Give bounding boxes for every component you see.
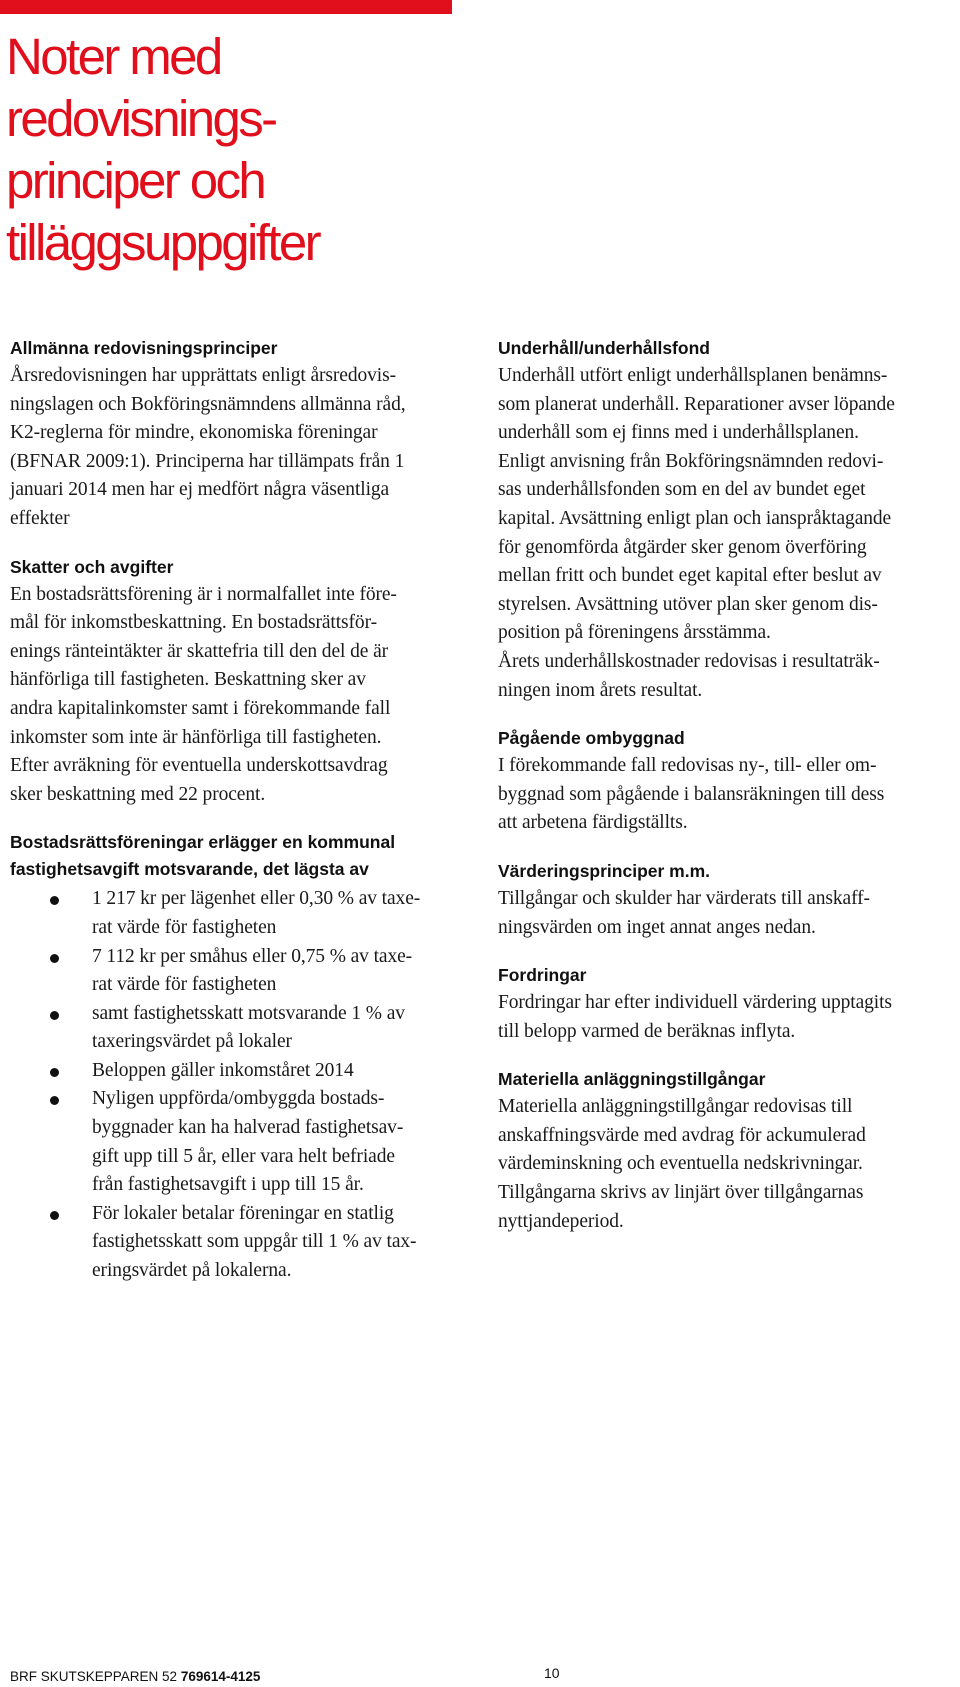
text-line: taxeringsvärdet på lokaler <box>92 1031 292 1053</box>
text-line: K2-reglerna för mindre, ekonomiska föreningar <box>10 422 378 444</box>
bullet-icon <box>50 1068 59 1077</box>
text-line: andra kapitalinkomster samt i förekommande fall <box>10 697 391 719</box>
section-ongoing-construction <box>498 725 958 838</box>
text-line: gift upp till 5 år, eller vara helt befriade <box>92 1145 395 1167</box>
text-line: Underhåll utfört enligt underhållsplanen benämns- <box>498 365 888 386</box>
bullet-icon <box>50 896 59 905</box>
top-accent-bar <box>0 0 452 14</box>
list-item <box>10 1200 478 1286</box>
text-line: Efter avräkning för eventuella underskottsavdrag <box>10 755 388 777</box>
text-line: som planerat underhåll. Reparationer avser löpande <box>498 393 895 415</box>
list-item <box>10 1057 478 1086</box>
text-line: 1 217 kr per lägenhet eller 0,30 % av taxe- <box>92 888 421 910</box>
text-line: att arbetena färdigställts. <box>498 812 688 834</box>
page-number: 10 <box>544 1665 560 1681</box>
bullet-icon <box>50 1096 59 1105</box>
text-line: Materiella anläggningstillgångar redovisas till <box>498 1096 853 1118</box>
text-line: januari 2014 men har ej medfört några väsentliga <box>10 479 390 501</box>
text-line: sas underhållsfonden som en del av bundet eget <box>498 479 866 501</box>
text-line: ningsvärden om inget annat anges nedan. <box>498 916 816 938</box>
text-line: eringsvärdet på lokalerna. <box>92 1260 292 1282</box>
section-property-fee <box>10 829 478 1285</box>
text-line: till belopp varmed de beräknas inflyta. <box>498 1020 796 1042</box>
section-taxes-fees <box>10 554 478 810</box>
right-column <box>498 335 958 1236</box>
footer-org-name: BRF SKUTSKEPPAREN 52 <box>10 1669 181 1684</box>
text-line: En bostadsrättsförening är i normalfallet inte före- <box>10 583 397 605</box>
section-heading: Värderingsprinciper m.m. <box>498 860 711 881</box>
text-line: sker beskattning med 22 procent. <box>10 783 266 805</box>
text-line: Tillgångarna skrivs av linjärt över tillgångarnas <box>498 1182 864 1204</box>
section-valuation <box>498 858 958 942</box>
text-line: Fordringar har efter individuell värdering upptagits <box>498 992 892 1014</box>
text-line: anskaffningsvärde med avdrag för ackumulerad <box>498 1124 866 1146</box>
section-receivables <box>498 962 958 1046</box>
section-heading: Fordringar <box>498 965 587 986</box>
text-line: mål för inkomstbeskattning. En bostadsrättsför- <box>10 612 377 634</box>
text-line: rat värde för fastigheten <box>92 916 277 938</box>
text-line: enings ränteintäkter är skattefria till den del de är <box>10 640 389 662</box>
text-line: Årets underhållskostnader redovisas i resultaträk- <box>498 650 880 672</box>
text-line: inkomster som inte är hänförliga till fastigheten. <box>10 726 382 748</box>
list-item <box>10 943 478 1000</box>
text-line: byggnad som pågående i balansräkningen till dess <box>498 783 885 805</box>
text-line: från fastighetsavgift i upp till 15 år. <box>92 1174 364 1196</box>
bullet-icon <box>50 1011 59 1020</box>
text-line: samt fastighetsskatt motsvarande 1 % av <box>92 1002 405 1024</box>
list-item <box>10 1000 478 1057</box>
fee-bullet-list <box>10 885 478 1285</box>
left-column <box>10 335 478 1286</box>
bullet-icon <box>50 954 59 963</box>
text-line: fastighetsskatt som uppgår till 1 % av tax- <box>92 1231 417 1253</box>
text-line: Enligt anvisning från Bokföringsnämnden redovi- <box>498 450 884 472</box>
text-line: rat värde för fastigheten <box>92 974 277 996</box>
text-line: mellan fritt och bundet eget kapital efter beslut av <box>498 565 882 587</box>
section-heading: Materiella anläggningstillgångar <box>498 1069 766 1090</box>
bullet-icon <box>50 1211 59 1220</box>
section-heading: Allmänna redovisningsprinciper <box>10 338 278 358</box>
page-title-line: tilläggsuppgifter <box>6 214 320 271</box>
text-line: Tillgångar och skulder har värderats till anskaff- <box>498 887 870 909</box>
text-line: För lokaler betalar föreningar en statlig <box>92 1202 394 1224</box>
text-line: byggnader kan ha halverad fastighetsav- <box>92 1117 404 1139</box>
footer-org-number: 769614-4125 <box>180 1669 261 1684</box>
text-line: hänförliga till fastigheten. Beskattning sker av <box>10 669 366 691</box>
page-title <box>6 26 436 274</box>
text-line: position på föreningens årsstämma. <box>498 622 771 644</box>
text-line: ningen inom årets resultat. <box>498 679 703 701</box>
text-line: Årsredovisningen har upprättats enligt årsredovis- <box>10 365 396 386</box>
footer-org-info <box>10 1669 260 1684</box>
text-line: styrelsen. Avsättning utöver plan sker genom dis- <box>498 593 878 615</box>
list-item <box>10 885 478 942</box>
text-line: underhåll som ej finns med i underhållsplanen. <box>498 422 859 444</box>
page-title-line: principer och <box>6 152 265 209</box>
section-heading: Underhåll/underhållsfond <box>498 338 710 358</box>
section-tangible-assets <box>498 1066 958 1236</box>
text-line: 7 112 kr per småhus eller 0,75 % av taxe- <box>92 945 413 967</box>
text-line: ningslagen och Bokföringsnämndens allmänna råd, <box>10 393 406 415</box>
section-heading: Pågående ombyggnad <box>498 728 685 749</box>
text-line: I förekommande fall redovisas ny-, till- eller om- <box>498 755 877 777</box>
text-line: (BFNAR 2009:1). Principerna har tillämpats från 1 <box>10 450 405 472</box>
page-title-line: redovisnings- <box>6 90 276 147</box>
page-title-line: Noter med <box>6 28 221 85</box>
text-line: Beloppen gäller inkomståret 2014 <box>92 1059 354 1081</box>
section-heading: Skatter och avgifter <box>10 556 174 577</box>
section-general-principles <box>10 335 478 534</box>
text-line: Nyligen uppförda/ombyggda bostads- <box>92 1088 385 1110</box>
text-line: värdeminskning och eventuella nedskrivningar. <box>498 1153 863 1175</box>
section-maintenance <box>498 335 958 705</box>
list-item <box>10 1085 478 1199</box>
text-line: effekter <box>10 507 70 529</box>
text-line: kapital. Avsättning enligt plan och ianspråktagande <box>498 507 892 529</box>
text-line: nyttjandeperiod. <box>498 1210 624 1232</box>
section-heading: fastighetsavgift motsvarande, det lägsta av <box>10 859 369 880</box>
text-line: för genomförda åtgärder sker genom överföring <box>498 536 867 558</box>
section-heading: Bostadsrättsföreningar erlägger en kommunal <box>10 832 396 853</box>
